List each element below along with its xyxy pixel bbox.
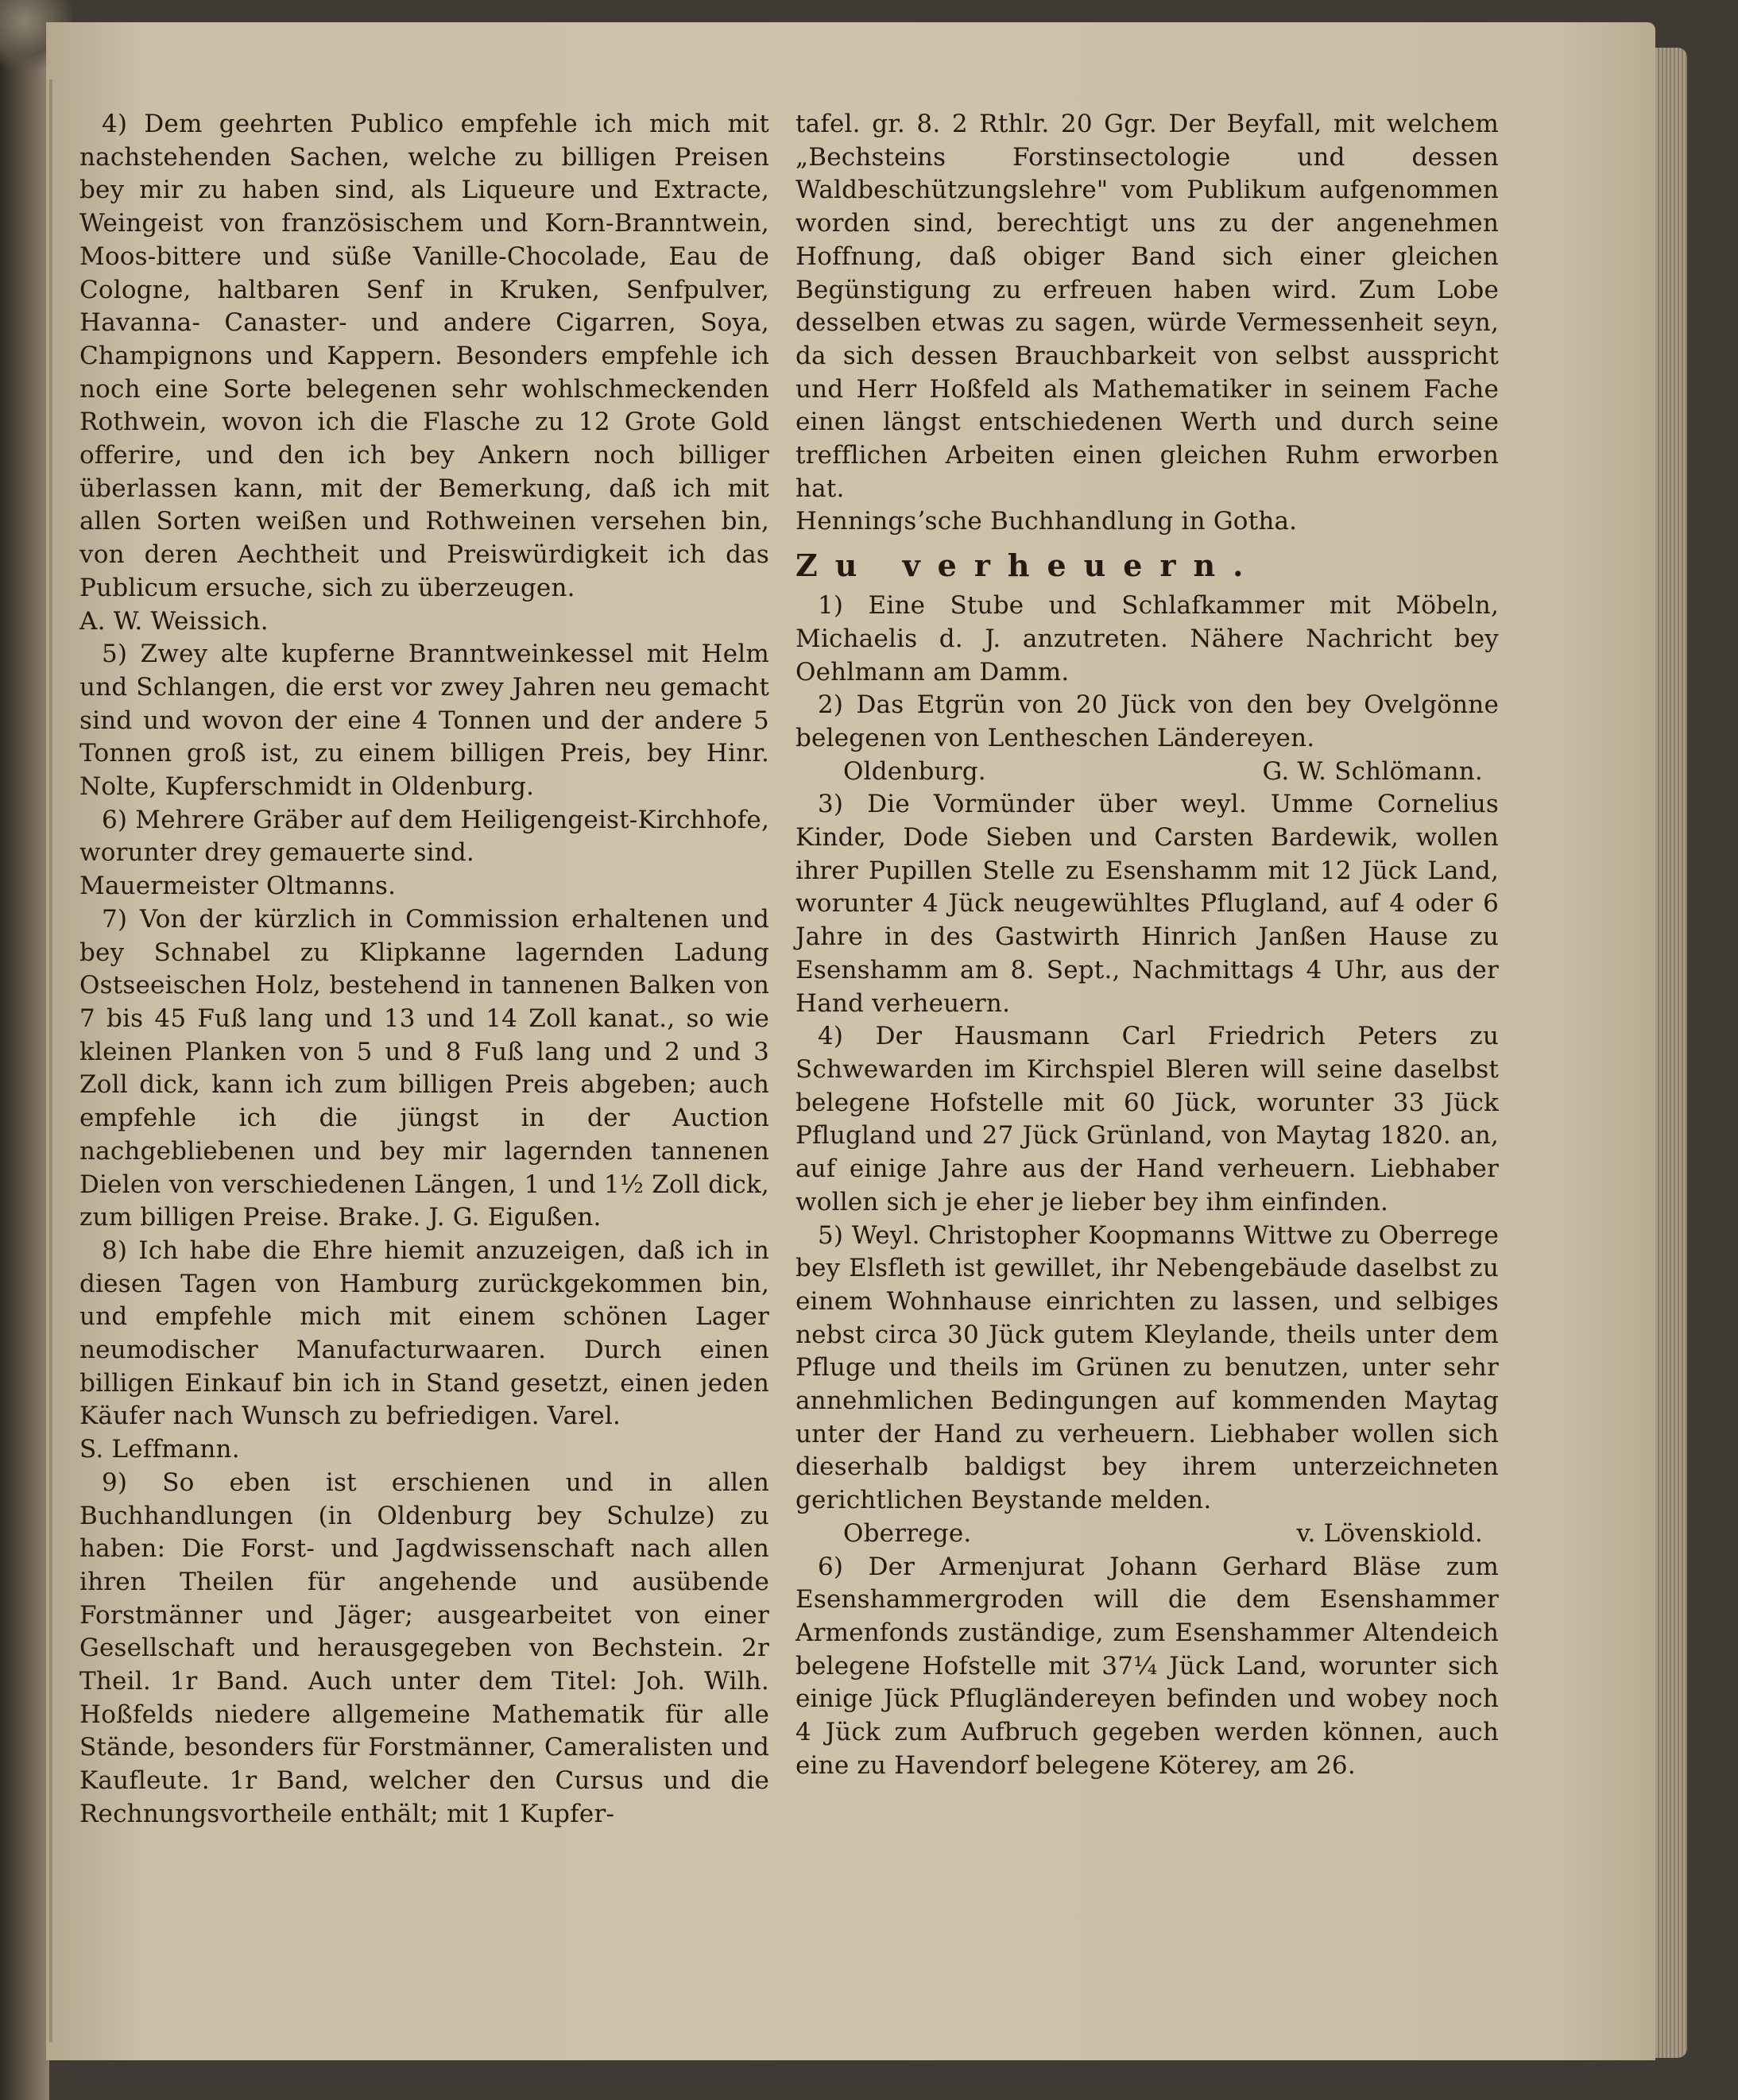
ad-4-text: 4) Dem geehrten Publico empfehle ich mich mit nachstehenden Sachen, welche zu billigen Preisen bey mir zu haben sind, als Liqueure und Extracte, Weingeist von französischem und Korn-Branntwein, Moos-bittere und süße Vanille-Chocolade, Eau de Cologne, haltbaren Senf in Kruken, Senfpulver, Havanna- Canaster- und andere Cigarren, Soya, Champignons und Kappern. Besonders empfehle ich noch eine Sorte belegenen sehr wohlschmeckenden Rothwein, wovon ich die Flasche zu 12 Grote Gold offerire, und den ich bey Ankern noch billiger überlassen kann, mit der Bemerkung, daß ich mit allen Sorten weißen und Rothweinen versehen bin, von deren Aechtheit und Preiswürdigkeit ich das Publicum ersuche, sich zu überzeugen. [79,110,769,602]
rent-2-text: 2) Das Etgrün von 20 Jück von den bey Ovelgönne belegenen von Lentheschen Ländereyen. [795,690,1499,752]
ad-5-text: 5) Zwey alte kupferne Branntweinkessel mit Helm und Schlangen, die erst vor zwey Jahren neu gemacht sind und wovon der eine 4 Tonnen und der andere 5 Tonnen groß ist, zu einem billigen Preis, bey Hinr. Nolte, Kupferschmidt in Oldenburg. [79,640,769,802]
rent-2-signature: G. W. Schlömann. [1262,756,1483,786]
rent-1-text: 1) Eine Stube und Schlafkammer mit Möbeln, Michaelis d. J. anzutreten. Nähere Nachricht bey Oehlmann am Damm. [795,591,1499,686]
rent-2-place: Oldenburg. [843,756,986,786]
ad-4-signature: A. W. Weissich. [79,606,269,636]
ad-7-text: 7) Von der kürzlich in Commission erhaltenen und bey Schnabel zu Klipkanne lagernden Ladung Ostseeischen Holz, bestehend in tannenen Balken von 7 bis 45 Fuß lang und 13 und 14 Zoll kanat., so wie kleinen Planken von 5 und 8 Fuß lang und 2 und 3 Zoll dick, kann ich zum billigen Preis abgeben; auch empfehle ich die jüngst in der Auction nachgebliebenen und bey mir lagernden tannenen Dielen von verschiedenen Längen, 1 und 1½ Zoll dick, zum billigen Preise. Brake. J. G. Eigußen. [79,904,769,1232]
left-column [79,108,769,1831]
rent-2-signature-line [795,756,1499,789]
background-right [1687,56,1738,2100]
right-column [795,108,1499,1782]
ad-8-text: 8) Ich habe die Ehre hiemit anzuzeigen, daß ich in diesen Tagen von Hamburg zurückgekommen bin, und empfehle mich mit einem schönen Lager neumodischer Manufacturwaaren. Durch einen billigen Einkauf bin ich in Stand gesetzt, einen jeden Käufer nach Wunsch zu befriedigen. Varel. [79,1236,769,1431]
ad-9-text: 9) So eben ist erschienen und in allen Buchhandlungen (in Oldenburg bey Schulze) zu haben: Die Forst- und Jagdwissenschaft nach allen ihren Theilen für angehende und ausübende Forstmänner und Jäger; ausgearbeitet von einer Gesellschaft und herausgegeben von Bechstein. 2r Theil. 1r Band. Auch unter dem Titel: Joh. Wilh. Hoßfelds niedere allgemeine Mathematik für alle Stände, besonders für Forstmänner, Cameralisten und Kaufleute. 1r Band, welcher den Cursus und die Rechnungsvortheile enthält; mit 1 Kupfer- [79,1468,769,1828]
section-heading: Zu verheuern. [795,547,1261,584]
rent-5-signature: v. Lövenskiold. [1296,1518,1483,1548]
page-stack-edge [1655,48,1687,2058]
rent-5-signature-line [795,1518,1499,1551]
book-spine-edge [0,0,49,2100]
ad-9-signature: Henningsʼsche Buchhandlung in Gotha. [795,507,1298,536]
ad-9-continuation: tafel. gr. 8. 2 Rthlr. 20 Ggr. Der Beyfall, mit welchem „Bechsteins Forstinsectologie und dessen Waldbeschützungslehre" vom Publikum aufgenommen worden sind, berechtigt uns zu der angenehmen Hoffnung, daß obiger Band sich einer gleichen Begünstigung zu erfreuen haben wird. Zum Lobe desselben etwas zu sagen, würde Vermessenheit seyn, da sich dessen Brauchbarkeit von selbst ausspricht und Herr Hoßfeld als Mathematiker in seinem Fache einen längst entschiedenen Werth und durch seine trefflichen Arbeiten einen gleichen Ruhm erworben hat. [795,110,1499,503]
gutter-shadow [49,79,52,2042]
rent-3-text: 3) Die Vormünder über weyl. Umme Cornelius Kinder, Dode Sieben und Carsten Bardewik, wollen ihrer Pupillen Stelle zu Esenshamm mit 12 Jück Land, worunter 4 Jück neugewühltes Pflugland, auf 4 oder 6 Jahre in des Gastwirth Hinrich Janßen Hause zu Esenshamm am 8. Sept., Nachmittags 4 Uhr, aus der Hand verheuern. [795,790,1499,1018]
rent-5-place: Oberrege. [843,1518,972,1548]
ad-8-signature: S. Leffmann. [79,1435,240,1464]
ad-6-signature: Mauermeister Oltmanns. [79,872,397,901]
ad-6-text: 6) Mehrere Gräber auf dem Heiligengeist-Kirchhofe, worunter drey gemauerte sind. [79,805,769,868]
rent-6-text: 6) Der Armenjurat Johann Gerhard Bläse zum Esenshammergroden will die dem Esenshammer Armenfonds zuständige, zum Esenshammer Altendeich belegene Hofstelle mit 37¼ Jück Land, worunter sich einige Jück Pflugländereyen befinden und wobey noch 4 Jück zum Aufbruch gegeben werden können, auch eine zu Havendorf belegene Köterey, am 26. [795,1552,1499,1780]
rent-4-text: 4) Der Hausmann Carl Friedrich Peters zu Schwewarden im Kirchspiel Bleren will seine daselbst belegene Hofstelle mit 60 Jück, worunter 33 Jück Pflugland und 27 Jück Grünland, von Maytag 1820. an, auf einige Jahre aus der Hand verheuern. Liebhaber wollen sich je eher je lieber bey ihm einfinden. [795,1022,1499,1216]
rent-5-text: 5) Weyl. Christopher Koopmanns Wittwe zu Oberrege bey Elsfleth ist gewillet, ihr Nebengebäude daselbst zu einem Wohnhause einrichten zu lassen, und selbiges nebst circa 30 Jück gutem Kleylande, theils unter dem Pfluge und theils im Grünen zu benutzen, unter sehr annehmlichen Bedingungen auf kommenden Maytag unter der Hand zu verheuern. Liebhaber wollen sich dieserhalb baldigst bey ihrem unterzeichneten gerichtlichen Beystande melden. [795,1220,1499,1515]
